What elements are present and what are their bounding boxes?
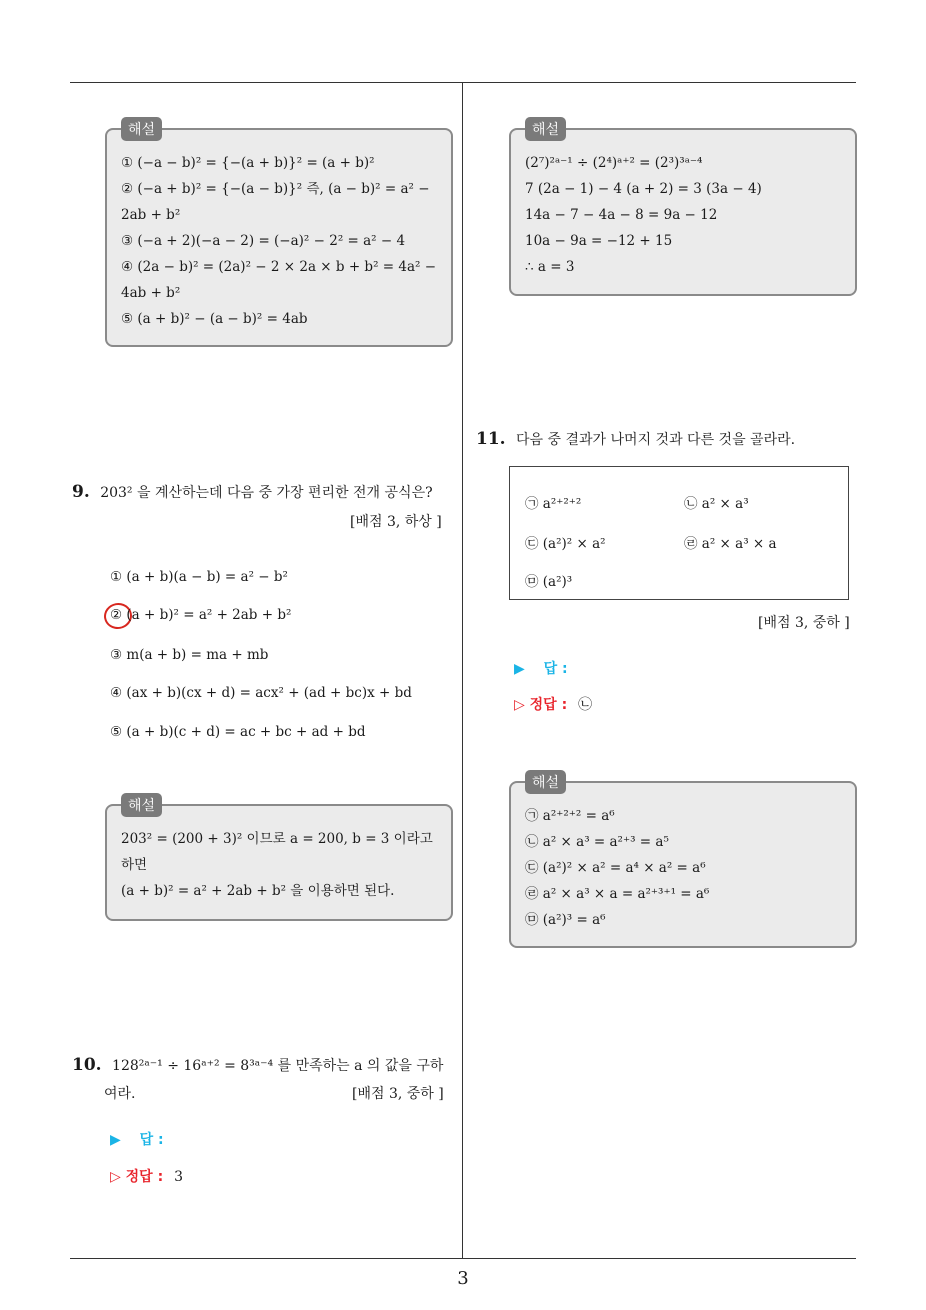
- correct-value: ㉡: [578, 697, 593, 713]
- solution-line: ∴ a = 3: [525, 259, 575, 275]
- option-5: ㉤ (a²)³: [525, 574, 573, 590]
- solution-line: (a + b)² = a² + 2ab + b² 을 이용하면 된다.: [121, 883, 395, 899]
- option-1: ㉠ a²⁺²⁺²: [525, 496, 582, 512]
- option-2: ㉡ a² × a³: [684, 496, 749, 512]
- solution-line: 7 (2a − 1) − 4 (a + 2) = 3 (3a − 4): [525, 181, 762, 197]
- question-score: [배점 3, 중하 ]: [758, 615, 850, 631]
- solution-line: ㉢ (a²)² × a² = a⁴ × a² = a⁶: [525, 860, 706, 876]
- question-score: [배점 3, 하상 ]: [350, 514, 442, 530]
- choice-2: ② (a + b)² = a² + 2ab + b²: [110, 607, 292, 623]
- play-icon: ▶: [110, 1132, 121, 1148]
- choice-4: ④ (ax + b)(cx + d) = acx² + (ad + bc)x + bd: [110, 685, 412, 701]
- solution-tag: 해설: [525, 770, 566, 794]
- outline-play-icon: ▷: [110, 1169, 121, 1185]
- solution-line: ④ (2a − b)² = (2a)² − 2 × 2a × b + b² = 4a² −: [121, 259, 437, 275]
- question-text-cont: 여라.: [104, 1086, 136, 1102]
- solution-tag: 해설: [525, 117, 566, 141]
- answer-label: 답 :: [543, 661, 568, 677]
- correct-answer-line: [110, 1166, 183, 1186]
- solution-line: 하면: [121, 857, 148, 873]
- choice-5: ⑤ (a + b)(c + d) = ac + bc + ad + bd: [110, 724, 366, 740]
- solution-line: ㉠ a²⁺²⁺² = a⁶: [525, 808, 615, 824]
- outline-play-icon: ▷: [514, 697, 525, 713]
- solution-line: ① (−a − b)² = {−(a + b)}² = (a + b)²: [121, 155, 375, 171]
- page-number: 3: [457, 1268, 469, 1289]
- correct-answer-line: [514, 694, 592, 714]
- solution-line: ② (−a + b)² = {−(a − b)}² 즉, (a − b)² = a² −: [121, 181, 430, 197]
- solution-tag: 해설: [121, 117, 162, 141]
- solution-box-q9: [105, 798, 453, 921]
- answer-line: [514, 658, 568, 678]
- choice-1: ① (a + b)(a − b) = a² − b²: [110, 569, 288, 585]
- solution-line: ㉡ a² × a³ = a²⁺³ = a⁵: [525, 834, 669, 850]
- solution-line: ㉤ (a²)³ = a⁶: [525, 912, 606, 928]
- option-4: ㉣ a² × a³ × a: [684, 536, 777, 552]
- question-score: [배점 3, 중하 ]: [352, 1086, 444, 1102]
- question-9: [72, 482, 457, 502]
- solution-box-q10: [509, 122, 857, 296]
- answer-line: [110, 1129, 164, 1149]
- top-rule: [70, 82, 856, 83]
- question-number: 9.: [72, 482, 90, 502]
- solution-line: 4ab + b²: [121, 285, 181, 301]
- question-text: 203² 을 계산하는데 다음 중 가장 편리한 전개 공식은?: [100, 485, 433, 501]
- question-text: 다음 중 결과가 나머지 것과 다른 것을 골라라.: [516, 432, 796, 448]
- correct-value: 3: [174, 1169, 183, 1185]
- question-number: 11.: [476, 429, 506, 449]
- choice-3: ③ m(a + b) = ma + mb: [110, 647, 269, 663]
- solution-box-q11: [509, 775, 857, 948]
- correct-label: 정답 :: [529, 697, 568, 713]
- solution-tag: 해설: [121, 793, 162, 817]
- play-icon: ▶: [514, 661, 525, 677]
- question-10: [72, 1055, 457, 1075]
- solution-line: (2⁷)²ᵃ⁻¹ ÷ (2⁴)ᵃ⁺² = (2³)³ᵃ⁻⁴: [525, 155, 703, 171]
- column-divider: [462, 83, 463, 1259]
- correct-label: 정답 :: [125, 1169, 164, 1185]
- bottom-rule: [70, 1258, 856, 1259]
- solution-line: ⑤ (a + b)² − (a − b)² = 4ab: [121, 311, 308, 327]
- question-text: 128²ᵃ⁻¹ ÷ 16ᵃ⁺² = 8³ᵃ⁻⁴ 를 만족하는 a 의 값을 구하: [112, 1058, 444, 1074]
- solution-line: 14a − 7 − 4a − 8 = 9a − 12: [525, 207, 718, 223]
- solution-line: 10a − 9a = −12 + 15: [525, 233, 673, 249]
- solution-line: 2ab + b²: [121, 207, 181, 223]
- solution-line: ③ (−a + 2)(−a − 2) = (−a)² − 2² = a² − 4: [121, 233, 406, 249]
- option-3: ㉢ (a²)² × a²: [525, 536, 606, 552]
- solution-line: 203² = (200 + 3)² 이므로 a = 200, b = 3 이라고: [121, 831, 433, 847]
- question-number: 10.: [72, 1055, 102, 1075]
- answer-label: 답 :: [139, 1132, 164, 1148]
- solution-box-q8: [105, 122, 453, 347]
- question-11: [476, 429, 861, 449]
- solution-line: ㉣ a² × a³ × a = a²⁺³⁺¹ = a⁶: [525, 886, 710, 902]
